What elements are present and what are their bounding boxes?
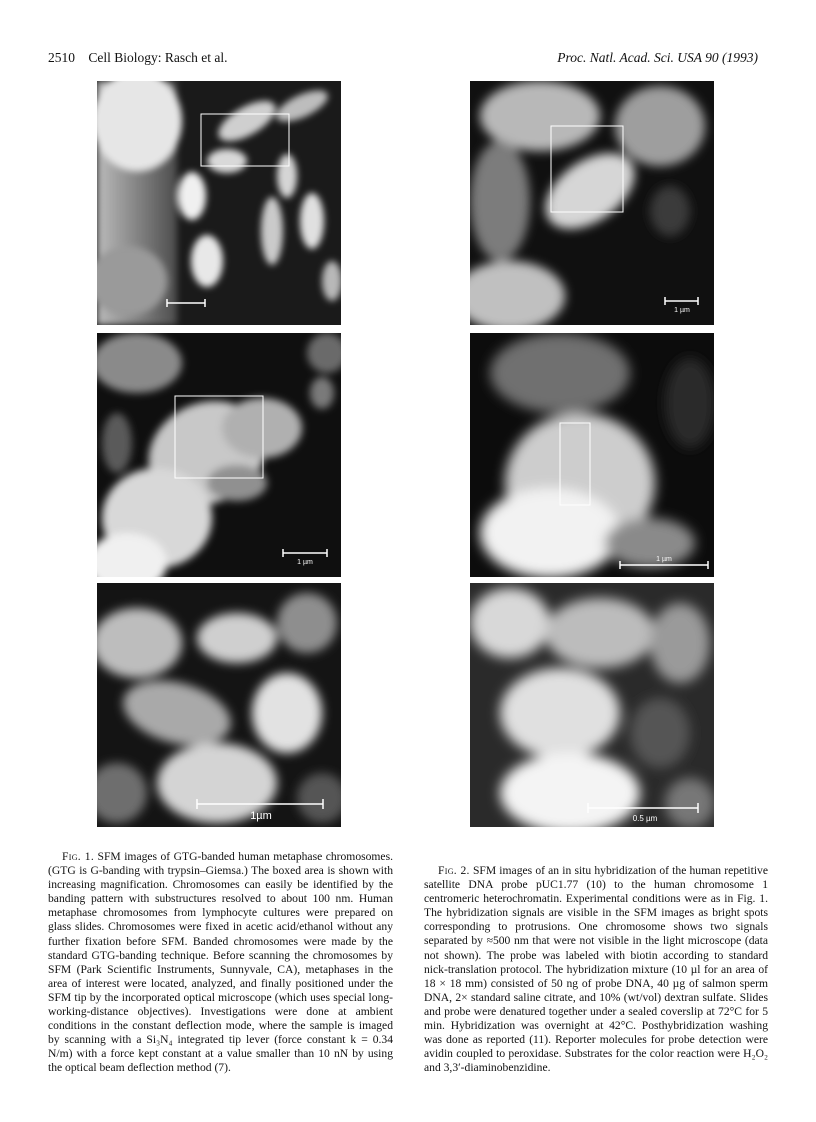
fig2-panel-b [470, 333, 714, 577]
figure-1-caption-text: SFM images of GTG-banded human metaphase chromosomes. (GTG is G-banding with trypsin–Giemsa.) The boxed area is shown with increasing magnification. Chromosomes can easily be identified by the banding pattern with substructures resolved to about 100 nm. Human metaphase chromosomes from lymphocyte cultures were prepared on glass slides. Chromosomes were fixed in acetic acid/ethanol without any further fixation before SFM. Banded chromosomes were made by the standard GTG-banding technique. Before scanning the chromosomes by SFM (Park Scientific Instruments, Sunnyvale, CA), metaphases in the area of interest were located, analyzed, and finally positioned under the SFM tip by the incorporated optical microscope (which uses special long-working-distance objectives). Investigations were done at ambient conditions in the constant deflection mode, where the sample is imaged by scanning with a Si₃N₄ integrated tip lever (force constant k = 0.34 N/m) with a force kept constant at a value smaller than 10 nN by using the optical beam deflection method (7). [48, 850, 393, 1075]
running-title: Cell Biology: Rasch et al. [88, 50, 228, 65]
figure-2-caption [424, 864, 768, 1075]
fig1-panel-c-scale-label: 1µm [250, 810, 272, 822]
fig2-panel-c [470, 583, 714, 827]
fig1-panel-c [97, 583, 341, 827]
fig2-panel-c-scale-label: 0.5 µm [632, 814, 658, 823]
page-number: 2510 [48, 50, 75, 65]
fig1-panel-b [97, 333, 341, 577]
fig1-panel-b-scale-label: 1 µm [297, 559, 313, 566]
figure-1-label: Fig. 1. [62, 850, 95, 863]
fig1-panel-a [97, 81, 341, 325]
fig2-panel-a [470, 81, 714, 325]
figure-2-label: Fig. 2. [438, 864, 470, 877]
figure-1-caption [48, 850, 393, 1076]
running-head-left [48, 50, 227, 66]
fig2-panel-a-scale-label: 1 µm [674, 307, 690, 314]
figure-2-caption-text: SFM images of an in situ hybridization of the human repetitive satellite DNA probe pUC1.77 (10) to the human chromosome 1 centromeric heterochromatin. Experimental conditions were as in Fig. 1. The hybridization signals are visible in the SFM images as bright spots corresponding to protrusions. One chromosome shows two signals separated by ≈500 nm that were not visible in the light microscope (data not shown). The probe was labeled with biotin according to standard nick-translation protocol. The hybridization mixture (10 µl for an area of 18 × 18 mm) consisted of 50 ng of probe DNA, 40 µg of salmon sperm DNA, 2× standard saline citrate, and 10% (wt/vol) dextran sulfate. Slides and probe were denatured together under a sealed coverslip at 72°C for 5 min. Hybridization was overnight at 42°C. Posthybridization washing was done as reported (11). Reporter molecules for probe detection were avidin coupled to peroxidase. Substrates for the color reaction were H₂O₂ and 3,3′-diaminobenzidine. [424, 864, 769, 1075]
journal-citation: Proc. Natl. Acad. Sci. USA 90 (1993) [557, 50, 758, 65]
fig2-panel-b-scale-label: 1 µm [656, 556, 672, 563]
